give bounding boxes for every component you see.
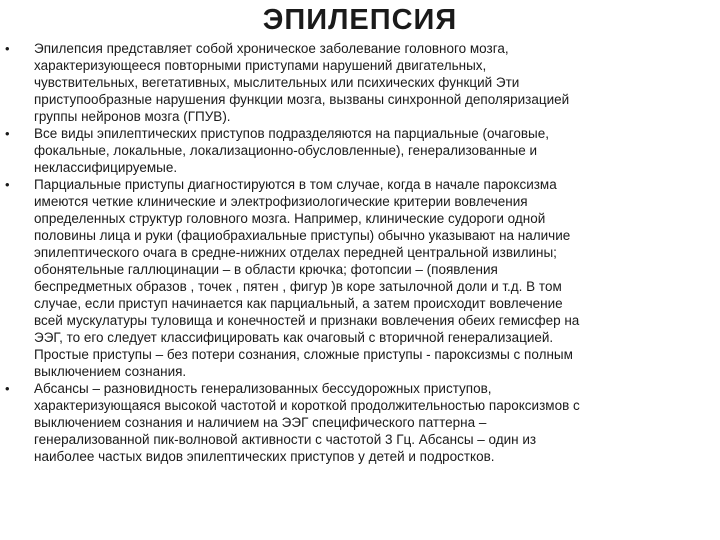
paragraph-line: группы нейронов мозга (ГПУВ). (34, 109, 231, 124)
paragraph-line: эпилептического очага в средне-нижних отделах передней центральной извилины; (34, 245, 557, 260)
paragraph-line: Парциальные приступы диагностируются в том случае, когда в начале пароксизма (34, 177, 557, 192)
paragraph-line: генерализованной пик-волновой активности с частотой 3 Гц. Абсансы – один из (34, 432, 537, 447)
bullet-item (4, 125, 708, 176)
bullet-dot-icon: • (5, 41, 10, 56)
paragraph-line: определенных структур головного мозга. Например, клинические судороги одной (34, 211, 546, 226)
paragraph-line: половины лица и руки (фациобрахиальные приступы) обычно указывают на наличие (34, 228, 571, 243)
paragraph-line: всей мускулатуры туловища и конечностей и признаки вовлечения обеих гемисфер на (34, 313, 580, 328)
paragraph-line: характеризующееся повторными приступами нарушений двигательных, (34, 58, 487, 73)
bullet-item (4, 380, 708, 465)
paragraph-line: Простые приступы – без потери сознания, сложные приступы - пароксизмы с полным (34, 347, 573, 362)
paragraph-line: Абсансы – разновидность генерализованных бессудорожных приступов, (34, 381, 492, 396)
paragraph-line: неклассифицируемые. (34, 160, 178, 175)
bullet-dot-icon: • (5, 177, 10, 192)
paragraph-line: выключением сознания. (34, 364, 187, 379)
slide-title: ЭПИЛЕПСИЯ (262, 4, 458, 36)
paragraph-line: характеризующаяся высокой частотой и короткой продолжительностью пароксизмов с (34, 398, 580, 413)
bullet-item (4, 176, 708, 380)
bullet-list (4, 40, 708, 465)
paragraph-line: имеются четкие клинические и электрофизиологические критерии вовлечения (34, 194, 528, 209)
paragraph-line: Эпилепсия представляет собой хроническое заболевание головного мозга, (34, 41, 509, 56)
bullet-dot-icon: • (5, 381, 10, 396)
paragraph-line: Все виды эпилептических приступов подразделяются на парциальные (очаговые, (34, 126, 550, 141)
paragraph-line: обонятельные галлюцинации – в области крючка; фотопсии – (появления (34, 262, 498, 277)
paragraph-line: выключением сознания и наличием на ЭЭГ специфического паттерна – (34, 415, 487, 430)
paragraph-line: случае, если приступ начинается как парциальный, а затем происходит вовлечение (34, 296, 563, 311)
paragraph-line: приступообразные нарушения функции мозга, вызваны синхронной деполяризацией (34, 92, 570, 107)
paragraph-line: чувствительных, вегетативных, мыслительных или психических функций Эти (34, 75, 520, 90)
paragraph-line: наиболее частых видов эпилептических приступов у детей и подростков. (34, 449, 495, 464)
bullet-item (4, 40, 708, 125)
paragraph-line: ЭЭГ, то его следует классифицировать как очаговый с вторичной генерализацией. (34, 330, 554, 345)
bullet-dot-icon: • (5, 126, 10, 141)
paragraph-line: фокальные, локальные, локализационно-обусловленные), генерализованные и (34, 143, 538, 158)
paragraph-line: беспредметных образов , точек , пятен , фигур )в коре затылочной доли и т.д. В том (34, 279, 562, 294)
